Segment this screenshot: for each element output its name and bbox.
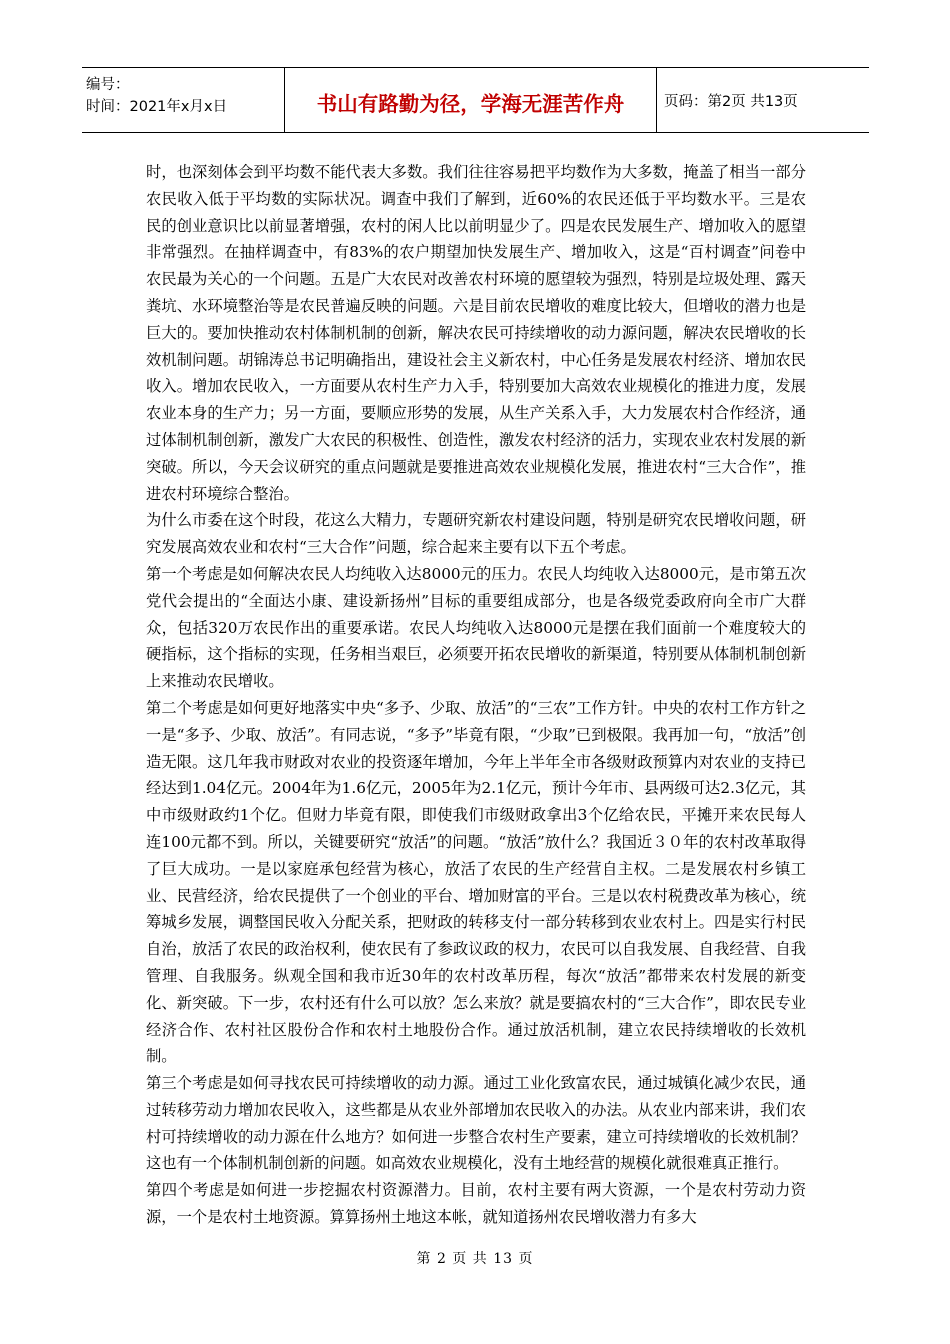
body-paragraph: 第二个考虑是如何更好地落实中央“多予、少取、放活”的“三农”工作方针。中央的农村工作方针之一是“多予、少取、放活”。有同志说，“多予”毕竟有限，“少取”已到极限。我再加一句，“放活”创造无限。这几年我市财政对农业的投资逐年增加，今年上半年全市各级财政预算内对农业的支持已经达到1.04亿元。2004年为1.6亿元，2005年为2.1亿元，预计今年市、县两级可达2.3亿元，其中市级财政约1个亿。但财力毕竟有限，即使我们市级财政拿出3个亿给农民，平摊开来农民每人连100元都不到。所以，关键要研究“放活”的问题。“放活”放什么？我国近３０年的农村改革取得了巨大成功。一是以家庭承包经营为核心，放活了农民的生产经营自主权。二是发展农村乡镇工业、民营经济，给农民提供了一个创业的平台、增加财富的平台。三是以农村税费改革为核心，统筹城乡发展，调整国民收入分配关系，把财政的转移支付一部分转移到农业农村上。四是实行村民自治，放活了农民的政治权利，使农民有了参政议政的权力，农民可以自我发展、自我经营、自我管理、自我服务。纵观全国和我市近30年的农村改革历程，每次“放活”都带来农村发展的新变化、新突破。下一步，农村还有什么可以放？怎么来放？就是要搞农村的“三大合作”，即农民专业经济合作、农村社区股份合作和农村土地股份合作。通过放活机制，建立农民持续增收的长效机制。: [146, 698, 806, 1066]
header-motto: 书山有路勤为径，学海无涯苦作舟: [285, 68, 657, 132]
page-footer: 第 2 页 共 13 页: [416, 1251, 534, 1267]
body-paragraph: 第四个考虑是如何进一步挖掘农村资源潜力。目前，农村主要有两大资源，一个是农村劳动力资源，一个是农村土地资源。算算扬州土地这本帐，就知道扬州农民增收潜力有多大: [146, 1181, 806, 1227]
document-body: [146, 159, 806, 1231]
body-paragraph: 时，也深刻体会到平均数不能代表大多数。我们往往容易把平均数作为大多数，掩盖了相当一部分农民收入低于平均数的实际状况。调查中我们了解到，近60%的农民还低于平均数水平。三是农民的创业意识比以前显著增强，农村的闲人比以前明显少了。四是农民发展生产、增加收入的愿望非常强烈。在抽样调查中，有83%的农户期望加快发展生产、增加收入，这是“百村调查”问卷中农民最为关心的一个问题。五是广大农民对改善农村环境的愿望较为强烈，特别是垃圾处理、露天粪坑、水环境整治等是农民普遍反映的问题。六是目前农民增收的难度比较大，但增收的潜力也是巨大的。要加快推动农村体制机制的创新，解决农民可持续增收的动力源问题，解决农民增收的长效机制问题。胡锦涛总书记明确指出，建设社会主义新农村，中心任务是发展农村经济、增加农民收入。增加农民收入，一方面要从农村生产力入手，特别要加大高效农业规模化的推进力度，发展农业本身的生产力；另一方面，要顺应形势的发展，从生产关系入手，大力发展农村合作经济，通过体制机制创新，激发广大农民的积极性、创造性，激发农村经济的活力，实现农业农村发展的新突破。所以，今天会议研究的重点问题就是要推进高效农业规模化发展，推进农村“三大合作”，推进农村环境综合整治。: [146, 163, 806, 503]
document-header: [82, 67, 869, 133]
body-paragraph: 第一个考虑是如何解决农民人均纯收入达8000元的压力。农民人均纯收入达8000元，是市第五次党代会提出的“全面达小康、建设新扬州”目标的重要组成部分，也是各级党委政府向全市广大群众，包括320万农民作出的重要承诺。农民人均纯收入达8000元是摆在我们面前一个难度较大的硬指标，这个指标的实现，任务相当艰巨，必须要开拓农民增收的新渠道，特别要从体制机制创新上来推动农民增收。: [146, 564, 806, 691]
header-page-info: 页码：第2页 共13页: [664, 93, 798, 110]
document-number-label: 编号：: [86, 77, 130, 93]
body-paragraph: 第三个考虑是如何寻找农民可持续增收的动力源。通过工业化致富农民，通过城镇化减少农民，通过转移劳动力增加农民收入，这些都是从农业外部增加农民收入的办法。从农业内部来讲，我们农村可持续增收的动力源在什么地方？如何进一步整合农村生产要素，建立可持续增收的长效机制？这也有一个体制机制创新的问题。如高效农业规模化，没有土地经营的规模化就很难真正推行。: [146, 1074, 806, 1173]
header-meta-cell: [82, 68, 285, 132]
document-date-label: 时间：2021年x月x日: [86, 99, 228, 115]
body-paragraph: 为什么市委在这个时段，花这么大精力，专题研究新农村建设问题，特别是研究农民增收问题，研究发展高效农业和农村“三大合作”问题，综合起来主要有以下五个考虑。: [146, 511, 806, 557]
